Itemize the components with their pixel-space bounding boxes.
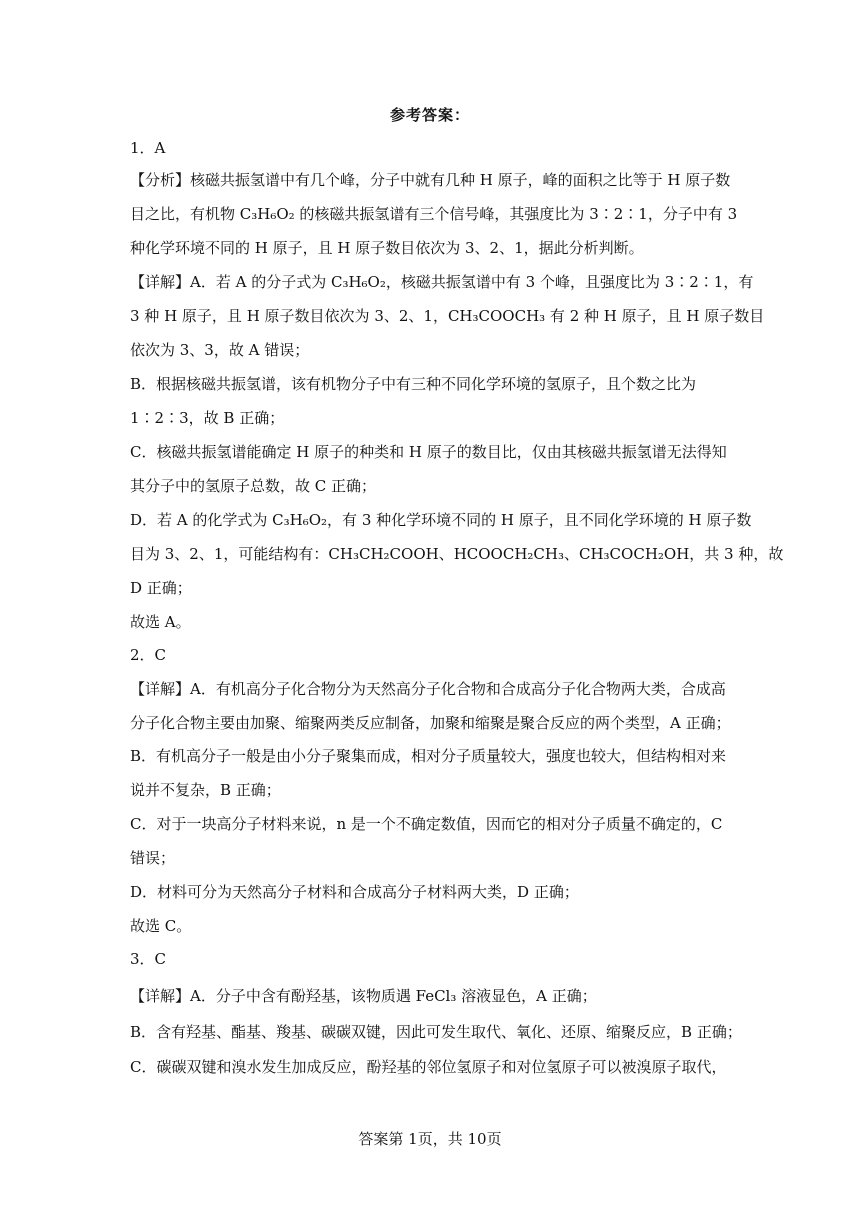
text-line: D．材料可分为天然高分子材料和合成高分子材料两大类，D 正确； [130,883,579,901]
text-line: 【详解】A．分子中含有酚羟基，该物质遇 FeCl₃ 溶液显色，A 正确； [130,987,597,1005]
text-line: D．若 A 的化学式为 C₃H₆O₂，有 3 种化学环境不同的 H 原子，且不同化学环境的 H 原子数 [130,511,752,529]
answer-number: 2．C [130,646,167,664]
text-line: B．根据核磁共振氢谱，该有机物分子中有三种不同化学环境的氢原子，且个数之比为 [130,375,697,393]
text-line: 目为 3、2、1，可能结构有：CH₃CH₂COOH、HCOOCH₂CH₃、CH₃COCH₂OH，共 3 种，故 [130,545,784,563]
text-line: 故选 C。 [130,917,192,935]
text-line: 【详解】A．有机高分子化合物分为天然高分子化合物和合成高分子化合物两大类，合成高 [130,680,726,698]
text-line: 目之比，有机物 C₃H₆O₂ 的核磁共振氢谱有三个信号峰，其强度比为 3∶2∶1，分子中有 3 [130,205,738,223]
text-line: 其分子中的氢原子总数，故 C 正确； [130,477,377,495]
page-footer: 答案第 1页，共 10页 [358,1130,502,1148]
page-title: 参考答案： [389,106,470,124]
text-line: 错误； [130,849,176,867]
text-line: D 正确； [130,579,192,597]
text-line: C．对于一块高分子材料来说，n 是一个不确定数值，因而它的相对分子质量不确定的，C [130,815,723,833]
text-line: 3 种 H 原子，且 H 原子数目依次为 3、2、1，CH₃COOCH₃ 有 2 种 H 原子，且 H 原子数目 [130,307,765,325]
text-line: 种化学环境不同的 H 原子，且 H 原子数目依次为 3、2、1，据此分析判断。 [130,239,644,257]
text-line: 【分析】核磁共振氢谱中有几个峰，分子中就有几种 H 原子，峰的面积之比等于 H 原子数 [130,171,731,189]
text-line: C．核磁共振氢谱能确定 H 原子的种类和 H 原子的数目比，仅由其核磁共振氢谱无法得知 [130,443,727,461]
text-line: 【详解】A．若 A 的分子式为 C₃H₆O₂，核磁共振氢谱中有 3 个峰，且强度比为 3∶2∶1，有 [130,273,754,291]
text-line: B．含有羟基、酯基、羧基、碳碳双键，因此可发生取代、氧化、还原、缩聚反应，B 正确； [130,1023,742,1041]
answer-number: 1．A [130,139,166,157]
text-line: 1∶2∶3，故 B 正确； [130,409,285,427]
answer-number: 3．C [130,950,167,968]
text-line: 依次为 3、3，故 A 错误； [130,341,310,359]
text-line: B．有机高分子一般是由小分子聚集而成，相对分子质量较大，强度也较大，但结构相对来 [130,747,727,765]
text-line: 分子化合物主要由加聚、缩聚两类反应制备，加聚和缩聚是聚合反应的两个类型，A 正确； [130,714,731,732]
text-line: 故选 A。 [130,613,191,631]
text-line: C．碳碳双键和溴水发生加成反应，酚羟基的邻位氢原子和对位氢原子可以被溴原子取代， [130,1058,727,1076]
text-line: 说并不复杂，B 正确； [130,781,281,799]
